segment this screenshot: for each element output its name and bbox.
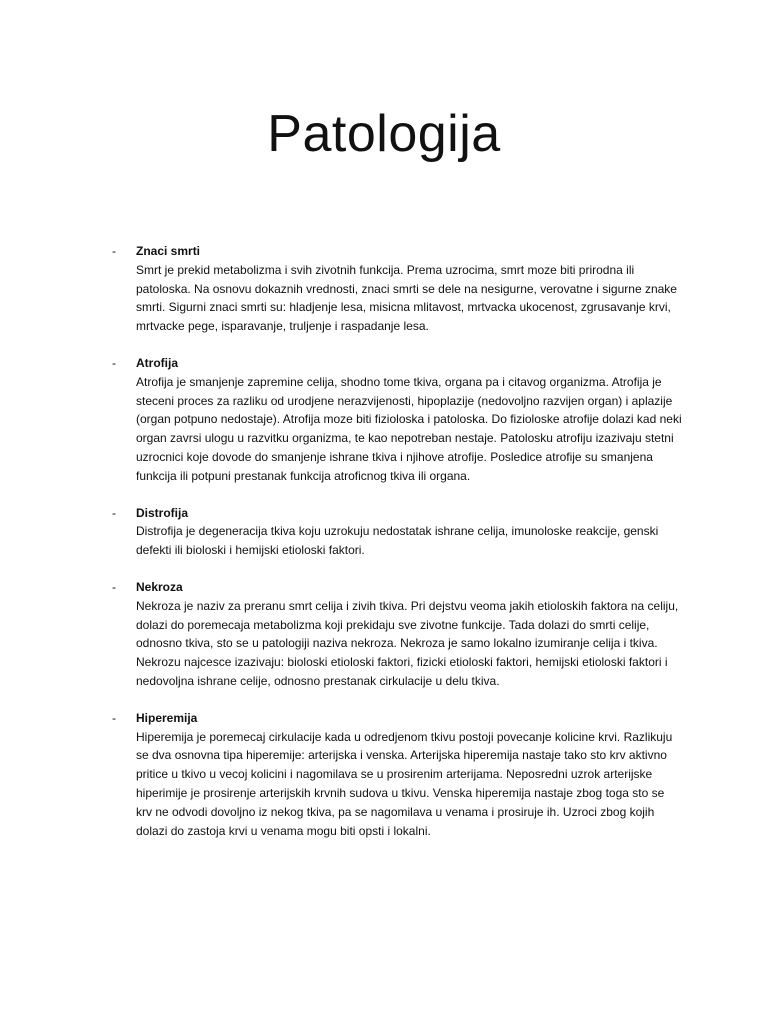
bullet-dash: - (112, 579, 116, 594)
bullet-dash: - (112, 244, 116, 258)
section-heading: Distrofija (136, 505, 189, 520)
section-heading: Nekroza (136, 579, 183, 594)
section-text: Hiperemija je poremecaj cirkulacije kada u odredjenom tkivu postoji povecanje kolicine krvi. Razlikuju se dva osnovna tipa hiperemije: arterijska i venska. Arterijska hiperemija nastaje tako sto krv aktivno pritice u tkivo u vecoj kolicini i nagomilava se u prosirenim arterijama. Neposredni uzrok arterijske hiperimije je prosirenje arterijskih krvnih sudova u tkivu. Venska hiperemija nastaje zbog toga sto se krv ne odvodi dovoljno iz nekog tkiva, pa se nagomilava u venama i prosiruje ih. Uzroci zbog kojih dolazi do zastoja krvi u venama mogu biti opsti i lokalni. (136, 729, 673, 838)
bullet-dash: - (112, 505, 116, 520)
section-text: Distrofija je degeneracija tkiva koju uzrokuju nedostatak ishrane celija, imunoloske reakcije, genski defekti ili bioloski i hemijski etioloski faktori. (136, 524, 659, 558)
section-text: Nekroza je naziv za preranu smrt celija i zivih tkiva. Pri dejstvu veoma jakih etioloskih faktora na celiju, dolazi do poremecaja metabolizma koji prekidaju sve zivotne funkcije. Tada dolazi do smrti celije, odnosno tkiva, sto se u patologiji naziva nekroza. Nekroza je samo lokalno izumiranje celija i tkiva. Nekrozu najcesce izazivaju: bioloski etioloski faktori, fizicki etioloski faktori, hemijski etioloski faktori i nedovoljna ishrane celije, odnosno prestanak cirkulacije u delu tkiva. (136, 598, 679, 688)
section-znaci-smrti (112, 242, 682, 336)
page-title: Patologija (267, 105, 501, 163)
section-atrofija (112, 354, 682, 486)
section-text: Atrofija je smanjenje zapremine celija, shodno tome tkiva, organa pa i citavog organizma. Atrofija je steceni proces za razliku od urodjene nerazvijenosti, hipoplazije (nedovoljno razvijen organ) i aplazije (organ potpuno nedostaje). Atrofija moze biti fizioloska i patoloska. Do fizioloske atrofije dolazi kad neki organ zavrsi ulogu u razvitku organizma, te kao nepotreban nestaje. Patolosku atrofiju izazivaju stetni uzrocnici koje dovode do smanjenje ishrane tkiva i njihove atrofije. Posledice atrofije su smanjena funkcija ili potpuni prestanak funkcija atroficnog tkiva ili organa. (136, 374, 682, 483)
section-heading: Atrofija (136, 355, 178, 370)
bullet-dash: - (112, 710, 116, 725)
bullet-dash: - (112, 355, 116, 370)
section-text: Smrt je prekid metabolizma i svih zivotnih funkcija. Prema uzrocima, smrt moze biti prirodna ili patoloska. Na osnovu dokaznih vrednosti, znaci smrti se dele na nesigurne, verovatne i sigurne znake smrti. Sigurni znaci smrti su: hladjenje lesa, misicna mlitavost, mrtvacka ukocenost, zgrusavanje krvi, mrtvacke pege, isparavanje, truljenje i raspadanje lesa. (136, 262, 677, 334)
section-distrofija (112, 504, 682, 560)
section-hiperemija (112, 709, 682, 841)
section-heading: Hiperemija (136, 710, 198, 725)
section-list (112, 242, 682, 858)
section-nekroza (112, 578, 682, 691)
section-heading: Znaci smrti (136, 244, 201, 258)
